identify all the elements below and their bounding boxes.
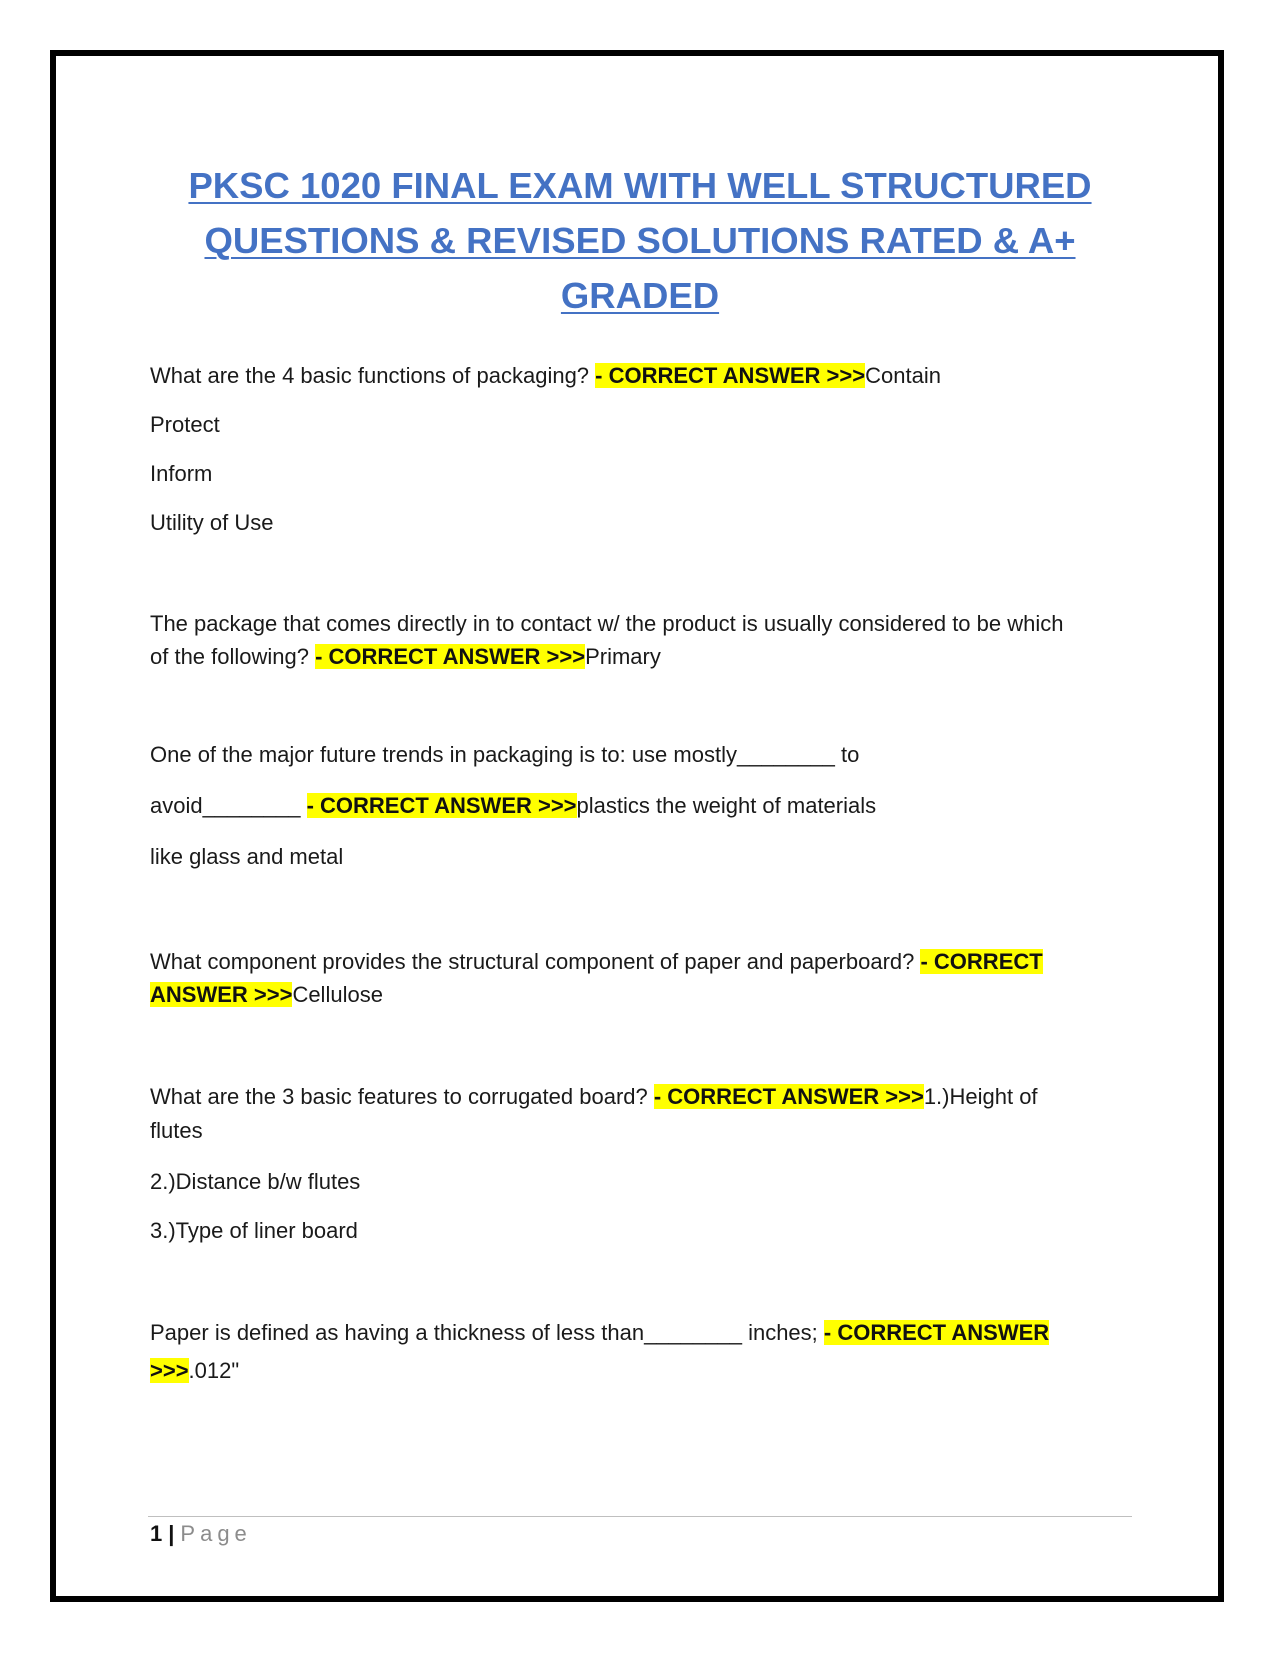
question-4-continued [150,981,383,1009]
correct-answer-marker: ANSWER >>> [150,982,293,1007]
question-text: What component provides the structural component of paper and paperboard? [150,949,921,974]
question-text: What are the 3 basic features to corrugated board? [150,1084,654,1109]
question-2: The package that comes directly in to contact w/ the product is usually considered to be which [150,611,1064,636]
answer-text: Cellulose [292,982,383,1007]
answer-line: Inform [150,461,213,486]
answer-text: plastics the weight of materials [576,793,877,818]
title-line-3: GRADED [560,275,720,316]
page-number: 1 [150,1521,163,1546]
correct-answer-marker: - CORRECT ANSWER >>> [315,644,586,669]
question-2-continued [150,643,661,671]
title-line-1: PKSC 1020 FINAL EXAM WITH WELL STRUCTURED [188,165,1092,206]
question-text: avoid________ [150,793,307,818]
answer-line: flutes [150,1118,203,1143]
question-text: of the following? [150,644,316,669]
question-3-continued [150,792,876,820]
answer-line: 3.)Type of liner board [150,1218,358,1243]
document-title [150,158,1130,323]
title-line-2: QUESTIONS & REVISED SOLUTIONS RATED & A+ [204,220,1076,261]
question-3: One of the major future trends in packaging is to: use mostly________ to [150,742,860,767]
question-4 [150,948,1043,976]
page-footer [150,1520,252,1548]
answer-line: like glass and metal [150,844,344,869]
question-text: Paper is defined as having a thickness of less than________ inches; [150,1320,824,1345]
correct-answer-marker: - CORRECT ANSWER >>> [306,793,577,818]
correct-answer-marker: - CORRECT ANSWER [823,1320,1050,1345]
question-6 [150,1319,1049,1347]
answer-line: 2.)Distance b/w flutes [150,1169,361,1194]
page-label: Page [180,1521,252,1546]
footer-separator: | [168,1521,175,1546]
question-text: What are the 4 basic functions of packaging? [150,363,596,388]
correct-answer-marker: - CORRECT ANSWER >>> [595,363,866,388]
answer-text: Contain [865,363,941,388]
answer-text: Primary [585,644,661,669]
correct-answer-marker: - CORRECT ANSWER >>> [653,1084,924,1109]
correct-answer-marker: >>> [150,1358,189,1383]
answer-line: Protect [150,412,220,437]
question-6-continued [150,1357,239,1385]
answer-line: Utility of Use [150,510,274,535]
answer-text: .012" [188,1358,240,1383]
correct-answer-marker: - CORRECT [920,949,1043,974]
footer-divider [148,1516,1132,1517]
answer-text: 1.)Height of [923,1084,1038,1109]
question-5 [150,1083,1038,1111]
question-1 [150,362,941,390]
